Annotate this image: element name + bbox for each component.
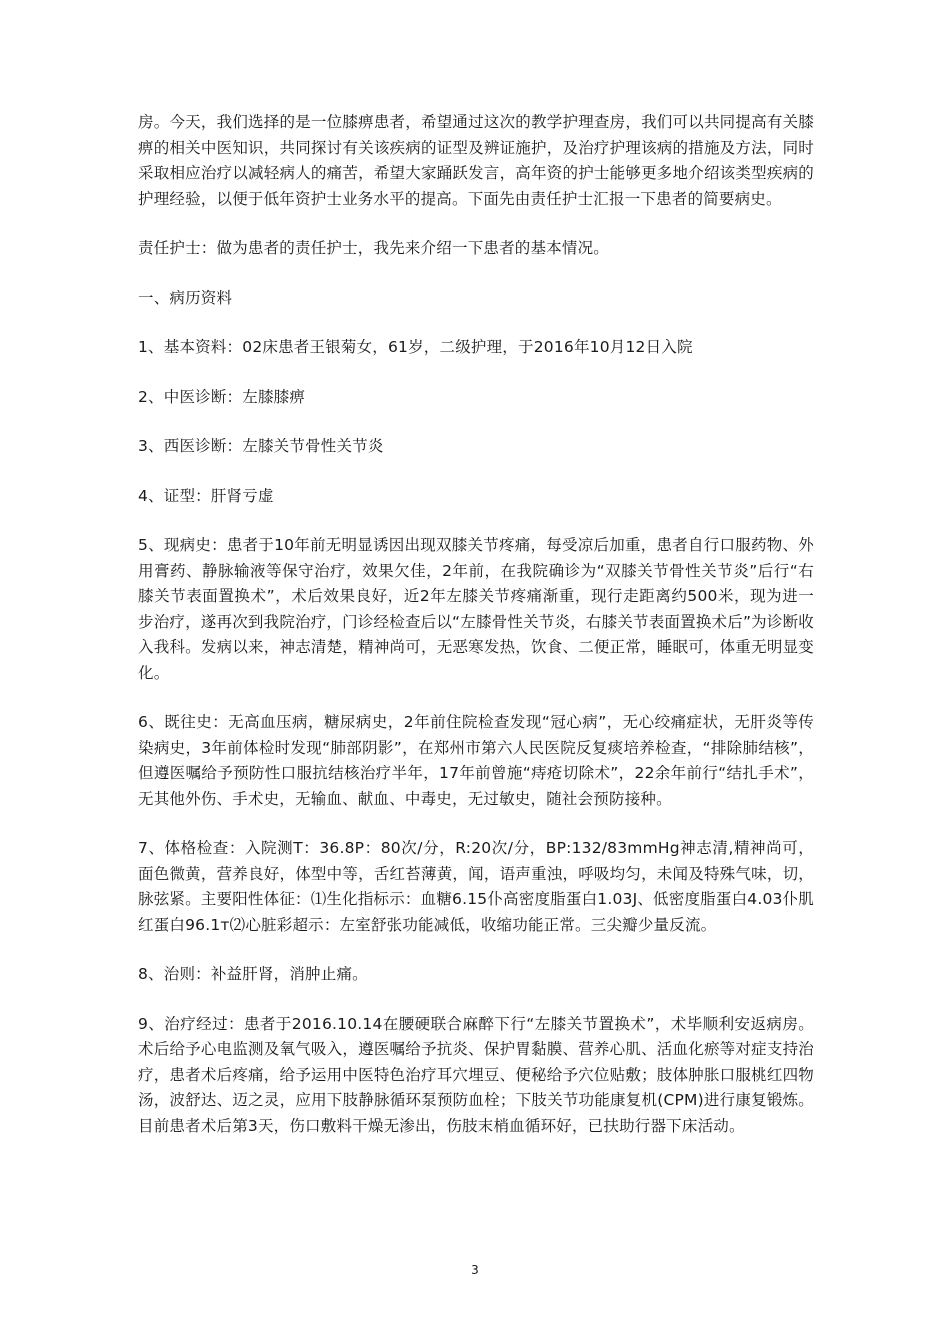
item-treatment-course: 9、治疗经过：患者于2016.10.14在腰硬联合麻醉下行“左膝关节置换术”，术毕顺利安返病房。术后给予心电监测及氧气吸入，遵医嘱给予抗炎、保护胃黏膜、营养心肌、活血化瘀等对症支持治疗，患者术后疼痛，给予运用中医特色治疗耳穴埋豆、便秘给予穴位贴敷；肢体肿胀口服桃红四物汤，波舒达、迈之灵，应用下肢静脉循环泵预防血栓；下肢关节功能康复机(CPM)进行康复锻炼。目前患者术后第3天，伤口敷料干燥无渗出，伤肢末梢血循环好，已扶助行器下床活动。: [138, 1014, 814, 1135]
item-present-illness: 5、现病史：患者于10年前无明显诱因出现双膝关节疼痛，每受凉后加重，患者自行口服药物、外用膏药、静脉输液等保守治疗，效果欠佳，2年前，在我院确诊为“双膝关节骨性关节炎”后行“右膝关节表面置换术”，术后效果良好，近2年左膝关节疼痛渐重，现行走距离约500米，现为进一步治疗，遂再次到我院治疗，门诊经检查后以“左膝骨性关节炎，右膝关节表面置换术后”为诊断收入我科。发病以来，神志清楚，精神尚可，无恶寒发热，饮食、二便正常，睡眠可，体重无明显变化。: [138, 536, 814, 682]
page-number: 3: [471, 1263, 479, 1277]
item-tcm-diagnosis: 2、中医诊断：左膝膝痹: [138, 387, 306, 406]
paragraph-nurse-intro: 责任护士：做为患者的责任护士，我先来介绍一下患者的基本情况。: [138, 239, 610, 257]
item-physical-exam: 7、体格检查：入院测T：36.8P：80次/分，R:20次/分，BP:132/83mmHg神志清,精神尚可，面色微黄，营养良好，体型中等，舌红苔薄黄，闻，语声重浊，呼吸均匀，未闻及特殊气味，切，脉弦紧。主要阳性体征：⑴生化指标示：血糖6.15仆高密度脂蛋白1.03J、低密度脂蛋白4.03仆肌红蛋白96.1т⑵心脏彩超示：左室舒张功能减低，收缩功能正常。三尖瓣少量反流。: [138, 839, 814, 934]
item-basic-info: 1、基本资料：02床患者王银菊女，61岁，二级护理，于2016年10月12日入院: [138, 338, 693, 356]
paragraph-intro: 房。今天，我们选择的是一位膝痹患者，希望通过这次的教学护理查房，我们可以共同提高有关膝痹的相关中医知识，共同探讨有关该疾病的证型及辨证施护，及治疗护理该病的措施及方法，同时采取相应治疗以减轻病人的痛苦，希望大家踊跃发言，高年资的护士能够更多地介绍该类型疾病的护理经验，以便于低年资护士业务水平的提高。下面先由责任护士汇报一下患者的简要病史。: [138, 113, 814, 208]
section-heading-medical-record: 一、病历资料: [138, 288, 233, 307]
item-western-diagnosis: 3、西医诊断：左膝关节骨性关节炎: [138, 437, 384, 455]
item-treatment-principle: 8、治则：补益肝肾，消肿止痛。: [138, 965, 368, 983]
item-past-history: 6、既往史：无高血压病，糖尿病史，2年前住院检查发现“冠心病”，无心绞痛症状，无肝炎等传染病史，3年前体检时发现“肺部阴影”，在郑州市第六人民医院反复痰培养检查，“排除肺结核”，但遵医嘱给予预防性口服抗结核治疗半年，17年前曾施“痔疮切除术”，22余年前行“结扎手术”，无其他外伤、手术史，无输血、献血、中毒史，无过敏史，随社会预防接种。: [138, 713, 814, 808]
item-syndrome-type: 4、证型：肝肾亏虚: [138, 486, 274, 505]
document-body: [138, 110, 814, 1163]
